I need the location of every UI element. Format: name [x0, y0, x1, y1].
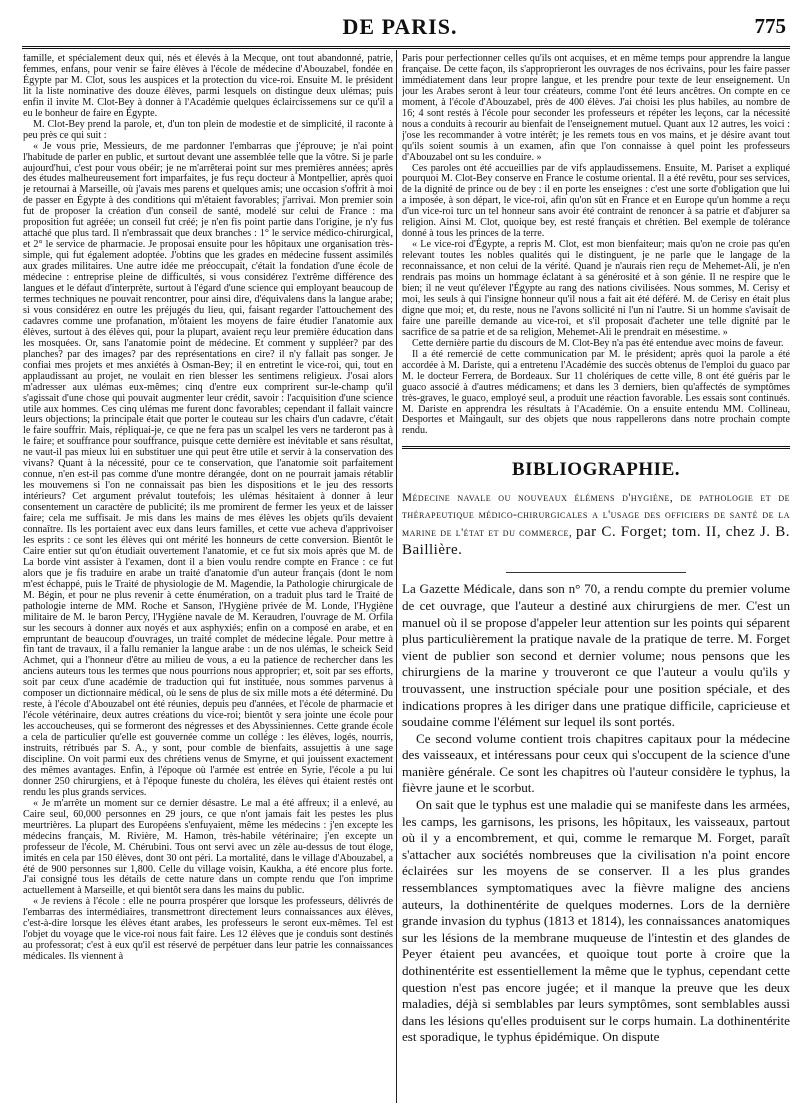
book-title-text: Médecine navale ou nouveaux élémens d'hygiène, de pathologie et de thérapeutique médico-chirurgicales a l'usage des officiers de santé de la marine de l'état et du commerce, — [402, 492, 790, 540]
column-divider — [396, 50, 397, 1103]
paragraph: Paris pour perfectionner celles qu'ils ont acquises, et en même temps pour apprendre la langue française. De cette façon, ils s'approprieront les ouvrages de nos écrivains, pour les faire passer immédiatement dans leur propre langue, et les prendre pour texte de leur enseignement. Un jour les Arabes seront à leur tour créateurs, comme l'ont été leurs ancêtres. On compte en ce moment, à l'école d'Abouzabel, près de 400 élèves. J'ai choisi les plus habiles, au nombre de 16; 4 sont restés à l'école pour seconder les professeurs et répéter les leçons, car la nécessité nous a conduits à recourir au bienfait de l'enseignement mutuel. Quant aux 12 autres, les voici : j'ose les recommander à votre intérêt; je les remets tous en vos mains, et je désire avant tout qu'ils soient soumis à un examen, afin que l'on connaisse à quel point les professeurs d'Abouzabel ont su les conduire. » — [402, 54, 790, 163]
running-title: DE PARIS. — [342, 14, 458, 39]
paragraph: famille, et spécialement deux qui, nés et élevés à la Mecque, ont tout abandonné, patrie, femmes, enfans, pour venir se faire élèves à l'école de médecine d'Abouzabel, fondée en Égypte par M. Clot, sous les auspices et la protection du vice-roi. Ensuite M. le président lit la liste nominative des douze élèves, parmi lesquels on distingue deux ulémas; puis enfin il invite M. Clot-Bey à donner à l'Académie quelques éclaircissemens sur ce qu'il a eu le bonheur de faire en Égypte. — [23, 54, 393, 119]
section-rule — [402, 446, 790, 449]
review-paragraph: On sait que le typhus est une maladie qui se manifeste dans les armées, les camps, les garnisons, les prisons, les hôpitaux, les vaisseaux, partout où il y a encombrement, et qui, comme le remarque M. Forget, paraît s'attacher aux sociétés nombreuses que la civilisation n'a point encore éclairées sur les moyens de se conserver. Il a les plus grandes ressemblances symptomatiques avec la fièvre maligne des anciens auteurs, la dothinentérite de quelques modernes. Lors de la dernière grande invasion du typhus (1813 et 1814), les connaissances anatomiques sur les lésions de la membrane muqueuse de l'intestin et des glandes de Peyer étaient peu avancées, et quoique tout porte à croire que la dothinentérite est essentiellement la même que le typhus, cependant cette question n'est pas encore jugée; et il manque la preuve que les deux maladies, déjà si semblables par leurs symptômes, sont semblables aussi dans les lésions qu'elles produisent sur le corps humain. La dothinentérite est sporadique, le typhus épidémique. On dispute — [402, 797, 790, 1045]
header-rule — [22, 46, 790, 49]
book-review — [402, 581, 790, 1046]
page-number: 775 — [754, 14, 786, 38]
book-title — [402, 490, 790, 560]
running-head — [0, 0, 800, 46]
book-author: par C. Forget; tom. II, chez J. B. Baillière. — [402, 524, 790, 559]
paragraph: « Je vous prie, Messieurs, de me pardonner l'embarras que j'éprouve; je n'ai point l'habitude de parler en public, et surtout devant une assemblée telle que la vôtre. Si je parle aujourd'hui, c'est pour vous obéir; je ne m'arrêterai point sur mes premières années; après des études malheureusement fort imparfaites, je fus reçu docteur à Montpellier, après quoi je retournai à Marseille, où j'avais mes parens et quelques amis; une occasion s'offrit à moi de passer en Égypte à des conditions qui m'étaient favorables; j'arrivai. Mon premier soin fut de proposer la création d'un conseil de santé, modelé sur celui de France : ma proposition fut agréée; un conseil fut créé; je n'en fis point partie dans l'origine, je n'y fus attaché que plus tard. Il n'embrassait que deux branches : 1° le service médico-chirurgical, et 2° le service de pharmacie. Je proposai ensuite pour les hôpitaux une organisation très-simple, qui fut également adoptée. J'obtins que les grades en médecine fussent assimilés aux grades militaires. Une autre idée me préoccupait, c'était la fondation d'une école de médecine : entreprise pleine de difficultés, si vous considérez l'extrême différence des langues et le défaut d'interprète, surtout à l'égard d'une science qui employant beaucoup de termes techniques ne pouvait rencontrer, pour ainsi dire, d'équivalens dans la langue arabe; si vous considérez en outre les préjugés du lieu, qui, faisant regarder l'attouchement des cadavres comme une profanation, m'ôtaient les moyens de faire étudier l'anatomie aux élèves, surtout à des élèves qui, pour la plupart, avaient reçu leur première éducation dans les mosquées. Or, sans l'anatomie point de médecine. Et comment y suppléer? par des planches? par des images? par des représentations en cire? il n'y fallait pas songer. Je confiai mes projets et mes anxiétés à Osman-Bey; il en entretint le vice-roi, qui, tout en applaudissant au projet, ne voulait en rien blesser les sentimens religieux. J'osai alors m'adresser aux ulémas eux-mêmes; cinq d'entre eux comprirent sur-le-champ qu'il s'agissait d'une chose qui pouvait augmenter leur crédit, savoir : l'acquisition d'une science utile aux hommes. Ces cinq ulémas me furent donc favorables; cependant il fallait vaincre leurs objections; la principale était que porter le couteau sur les chairs d'un cadavre, c'était le faire souffrir. Mais, répliquai-je, ce que ne fera pas un scalpel les vers ne tarderont pas à le faire; et souffrance pour souffrance, puisque cette dernière est inévitable et sans résultat, ne vaut-il pas mieux lui en substituer une qui peut être utile et servir à la conservation des vivans? Quant à la nécessité, pour ce te conservation, que l'anatomie soit parfaitement connue, n'en est-il pas comme d'une montre dérangée, dont on ne pourrait jamais rétablir les mouvemens si l'on ne connaissait pas bien les dispositions et le jeu des ressorts intérieurs? Cet argument prévalut toutefois; les ulémas hésitaient à donner à leur consentement un caractère de publicité; ils me promirent de fermer les yeux et de laisser faire; cela me suffisait. Je mis dans les mains de mes élèves les objets qu'ils devaient connaître. Ils les portaient avec eux dans leurs familles, et cette vue acheva d'apprivoiser les esprits : ce sont les élèves qui ont mérité les honneurs de cette conversion. Bientôt le Caire entier sut qu'on étudiait ouvertement l'anatomie, et ce fut six mois après que M. de La borde vint assister à l'examen, dont il a bien voulu rendre compte en France : ce fut alors que je fis traduire en arabe un traité d'anatomie d'un auteur français (dont le nom m'est échappé, puis le Traité de physiologie de M. Magendie, la Pathologie chirurgicale de M. Bégin, et pour ne plus revenir à cette énumération, on a traduit plus tard le Traité de pathologie interne de MM. Roche et Sanson, l'Hygiène privée de M. Londe, l'Hygiène militaire de M. le baron Percy, l'Hygiène navale de M. Keraudren, l'ouvrage de M. Orfila sur les secours à donner aux noyés et aux asphyxiés; enfin on a composé en arabe, et en empruntant de beaucoup d'ouvrages, un traité complet de médecine légale. Pour mettre à fin tant de travaux, il a fallu remanier la langue arabe : un de nos ulémas, le scheick Seid Achmet, qui a l'honneur d'être au milieu de vous, a eu la patience de rechercher dans les anciens auteurs tous les termes que nous pourrions nous approprier; et, soit par ses efforts, soit par ceux d'une académie de traduction qui fut instituée, nous sommes parvenus à composer un dictionnaire médical, où le sens de plus de six mille mots a été déterminé. Du reste, à l'école d'Abouzabel ont été réunies, depuis peu d'années, et l'école de pharmacie et l'école vétérinaire, deux autres créations du vice-roi; bientôt y sera jointe une école pour les accoucheuses, qui se formeront des négresses et des Abyssiniennes. Cette grande école a cela de particulier qu'elle est gouvernée comme un collége : les élèves, logés, nourris, instruits, rétribués par S. A., y sont, pour comble de bienfaits, assujettis à une sage discipline. On voit parmi eux des chrétiens venus de Smyrne, et qui jouissent exactement des mêmes avantages. Enfin, à l'époque où l'armée est entrée en Syrie, l'école a pu lui donner 250 chirurgiens, et à l'époque funeste du choléra, les élèves qui étaient restés ont rendu les plus grands services. — [23, 140, 393, 798]
review-paragraph: Ce second volume contient trois chapitres capitaux pour la médecine des vaisseaux, et intéressans pour ceux qui s'occupent de la science d'une manière générale. Ce sont les chapitres où l'auteur considère le typhus, la fièvre jaune et le scorbut. — [402, 730, 790, 796]
paragraph: « Je m'arrête un moment sur ce dernier désastre. Le mal a été affreux; il a enlevé, au Caire seul, 60,000 personnes en 29 jours, ce que n'ont jamais fait les pestes les plus meurtrières. La plupart des Européens s'enfuyaient, même les médecins : j'en excepte les médecins français, M. Rivière, M. Hamon, très-habile vétérinaire; j'en excepte un professeur de l'école, M. Chérubini. Tous ont servi avec un zèle au-dessus de tout éloge, imités en cela par 150 élèves, dont 30 ont péri. La mortalité, dans le village d'Abouzabel, a été de 900 personnes sur 1,800. Celle du village voisin, Kaukha, a été encore plus forte. J'ai consigné tous les détails de cette nature dans un compte rendu que l'on imprime actuellement à Marseille, et qui bientôt sera dans les mains du public. — [23, 797, 393, 897]
paragraph: « Le vice-roi d'Égypte, a repris M. Clot, est mon bienfaiteur; mais qu'on ne croie pas qu'en relevant toutes les nobles qualités qui le distinguent, je ne parle que le langage de la reconnaissance, et non celui de la vérité. Quand je n'aurais rien reçu de Mehemet-Ali, je n'en rendrais pas moins un hommage éclatant à sa générosité et à son génie. Il ne respire que le bien; il ne veut qu'élever l'Égypte au rang des nations civilisées. Nous sommes, M. Cerisy et moi, les seuls à qui l'insigne honneur qu'il nous a fait ait été déféré. M. de Cerisy en était plus digne que moi; et, du reste, nous ne l'avons sollicité ni l'un ni l'autre. Si un homme s'avisait de faire une pareille demande au vice-roi, et s'il proposait d'acheter une telle dignité par le sacrifice de sa patrie et de sa religion, Mehemet-Ali le prendrait en mésestime. » — [402, 239, 790, 338]
right-column — [402, 54, 790, 1103]
paragraph: M. Clot-Bey prend la parole, et, d'un ton plein de modestie et de simplicité, il raconte à peu près ce qui suit : — [23, 118, 393, 141]
paragraph: Cette dernière partie du discours de M. Clot-Bey n'a pas été entendue avec moins de faveur. — [412, 337, 784, 349]
session-report-continued — [402, 54, 790, 437]
review-paragraph: La Gazette Médicale, dans son n° 70, a rendu compte du premier volume de cet ouvrage, que l'auteur a destiné aux chirurgiens de mer. C'est un manuel où il se propose d'appeler leur attention sur les points qui séparent plus particulièrement la pratique navale de la pratique de terre. M. Forget vient de publier son second et dernier volume; nous pensons que les chirurgiens de la marine y trouveront ce que l'auteur a voulu qu'ils y trouvassent, une instruction spéciale pour une position spéciale, et des indications propres à les diriger dans une pratique difficile, capricieuse et soudaine comme l'élément sur lequel ils sont portés. — [402, 581, 790, 730]
left-column — [23, 54, 393, 1103]
paragraph: Ces paroles ont été accueillies par de vifs applaudissemens. Ensuite, M. Pariset a expliqué pourquoi M. Clot-Bey conserve en France le costume oriental. Il a été revêtu, pour ses services, de la dignité de prince ou de bey : il en porte les enseignes : c'est une sorte d'obligation que lui a imposée, à son départ, le vice-roi, afin qu'on sût en France et en Europe qu'un homme a reçu d'un vice-roi turc un tel honneur sans avoir été contraint de renoncer à sa patrie et d'abjurer sa religion. Ainsi M. Clot, quoique bey, est resté français et chrétien. Bel exemple de tolérance donné à tous les princes de la terre. — [402, 162, 790, 240]
section-heading: BIBLIOGRAPHIE. — [511, 459, 680, 481]
book-rule — [506, 572, 686, 573]
paragraph: « Je reviens à l'école : elle ne pourra prospérer que lorsque les professeurs, délivrés de l'embarras des intermédiaires, transmettront directement leurs connaissances aux élèves, c'est-à-dire lorsque les élèves étant arabes, les professeurs le seront eux-mêmes. Tel est l'objet du voyage que le vice-roi nous fait faire. Les 12 élèves que je conduis sont destinés au professorat; c'est à eux qu'il est réservé de perpétuer dans leur patrie les connaissances médicales. Ils viennent à — [23, 896, 393, 963]
paragraph: Il a été remercié de cette communication par M. le président; après quoi la parole a été accordée à M. Dariste, qui a entretenu l'Académie des succès obtenus de l'emploi du guaco par M. le docteur Ferrera, de Bordeaux. Sur 11 cholériques de cette ville, 8 ont été guéris par le guaco associé à d'autres médicamens; et dans les 3 derniers, bien qu'affectés de symptômes très-graves, le guaco, employé seul, a produit une réaction favorable. Les essais sont continués. M. Dariste en apprendra les résultats à l'Académie. On a ensuite entendu MM. Collineau, Desportes et Maingault, sur des objets que nous rappellerons dans notre prochain compte rendu. — [402, 348, 790, 437]
